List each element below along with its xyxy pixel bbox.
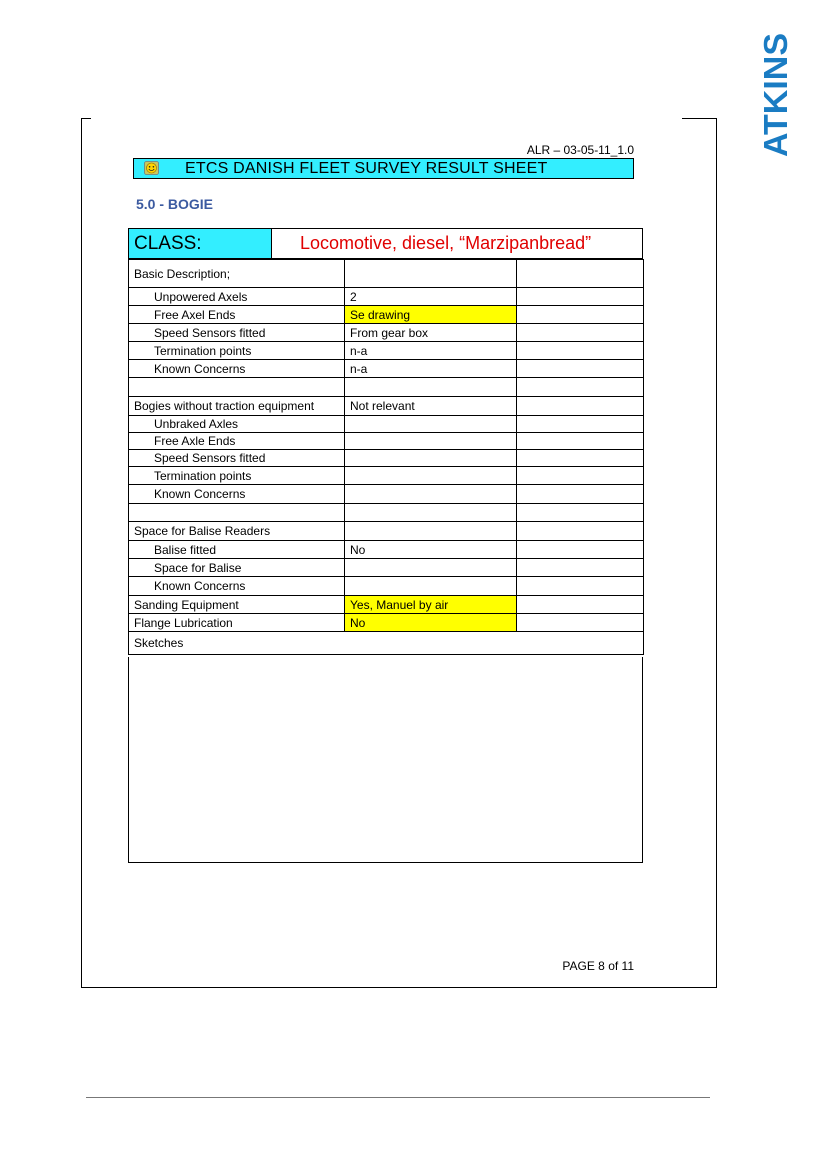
table-row (129, 614, 644, 632)
sketch-area (128, 657, 643, 863)
page-number: PAGE 8 of 11 (562, 959, 634, 973)
row-value (345, 504, 517, 522)
row-label: Free Axel Ends (129, 306, 345, 324)
row-value (345, 485, 517, 504)
row-notes (517, 260, 644, 288)
row-notes (517, 541, 644, 559)
row-label: Speed Sensors fitted (129, 450, 345, 467)
row-value: Yes, Manuel by air (345, 596, 517, 614)
row-value (345, 577, 517, 596)
survey-banner (133, 158, 634, 179)
class-value: Locomotive, diesel, “Marzipanbread” (300, 233, 592, 253)
row-value (345, 467, 517, 485)
row-notes (517, 306, 644, 324)
row-label: Unpowered Axels (129, 288, 345, 306)
row-value (345, 416, 517, 433)
document-reference: ALR – 03-05-11_1.0 (526, 143, 634, 157)
frame-border (81, 118, 82, 987)
row-value: From gear box (345, 324, 517, 342)
row-notes (517, 467, 644, 485)
row-notes (517, 504, 644, 522)
table-row (129, 342, 644, 360)
row-label: Balise fitted (129, 541, 345, 559)
table-row (129, 577, 644, 596)
row-label (129, 378, 345, 397)
table-row (129, 450, 644, 467)
table-row (129, 288, 644, 306)
table-row (129, 485, 644, 504)
table-row (129, 467, 644, 485)
table-row (129, 378, 644, 397)
table-row (129, 416, 644, 433)
row-notes (517, 324, 644, 342)
row-notes (517, 378, 644, 397)
row-value (345, 260, 517, 288)
row-value (345, 522, 517, 541)
row-value: No (345, 614, 517, 632)
table-row (129, 324, 644, 342)
row-value: No (345, 541, 517, 559)
row-notes (517, 559, 644, 577)
section-title: 5.0 - BOGIE (136, 196, 214, 212)
table-row (129, 559, 644, 577)
row-notes (517, 450, 644, 467)
row-label: Termination points (129, 467, 345, 485)
row-value: n-a (345, 360, 517, 378)
row-notes (517, 614, 644, 632)
class-header (128, 228, 643, 259)
smiley-icon (144, 161, 159, 175)
row-value (345, 559, 517, 577)
frame-border (81, 118, 91, 119)
row-label: Known Concerns (129, 485, 345, 504)
table-row (129, 596, 644, 614)
row-notes (517, 577, 644, 596)
table-row (129, 260, 644, 288)
row-label: Flange Lubrication (129, 614, 345, 632)
row-label: Speed Sensors fitted (129, 324, 345, 342)
atkins-logo (757, 30, 794, 160)
banner-title: ETCS DANISH FLEET SURVEY RESULT SHEET (185, 160, 548, 177)
row-notes (517, 433, 644, 450)
table-row (129, 360, 644, 378)
table-row (129, 504, 644, 522)
row-notes (517, 522, 644, 541)
table-row (129, 306, 644, 324)
row-label: Unbraked Axles (129, 416, 345, 433)
frame-border (81, 987, 717, 988)
row-label: Space for Balise (129, 559, 345, 577)
row-label: Basic Description; (129, 260, 345, 288)
row-value: n-a (345, 342, 517, 360)
frame-border (682, 118, 717, 119)
row-notes (517, 596, 644, 614)
row-value: 2 (345, 288, 517, 306)
row-label: Bogies without traction equipment (129, 397, 345, 416)
row-label: Free Axle Ends (129, 433, 345, 450)
table-row (129, 433, 644, 450)
row-notes (517, 397, 644, 416)
table-row (129, 397, 644, 416)
row-notes (517, 288, 644, 306)
row-value (345, 433, 517, 450)
table-row (129, 541, 644, 559)
sketches-label: Sketches (129, 632, 644, 655)
row-label: Space for Balise Readers (129, 522, 345, 541)
svg-text:ATKINS: ATKINS (757, 36, 794, 157)
bogie-table (128, 259, 644, 655)
row-value: Se drawing (345, 306, 517, 324)
row-label: Known Concerns (129, 360, 345, 378)
row-notes (517, 342, 644, 360)
row-label: Sanding Equipment (129, 596, 345, 614)
row-label (129, 504, 345, 522)
frame-border (716, 118, 717, 987)
row-value (345, 450, 517, 467)
row-notes (517, 485, 644, 504)
row-label: Known Concerns (129, 577, 345, 596)
row-value: Not relevant (345, 397, 517, 416)
row-notes (517, 360, 644, 378)
table-row (129, 522, 644, 541)
row-notes (517, 416, 644, 433)
class-label: CLASS: (129, 229, 272, 258)
row-value (345, 378, 517, 397)
footer-rule (86, 1097, 710, 1098)
row-label: Termination points (129, 342, 345, 360)
